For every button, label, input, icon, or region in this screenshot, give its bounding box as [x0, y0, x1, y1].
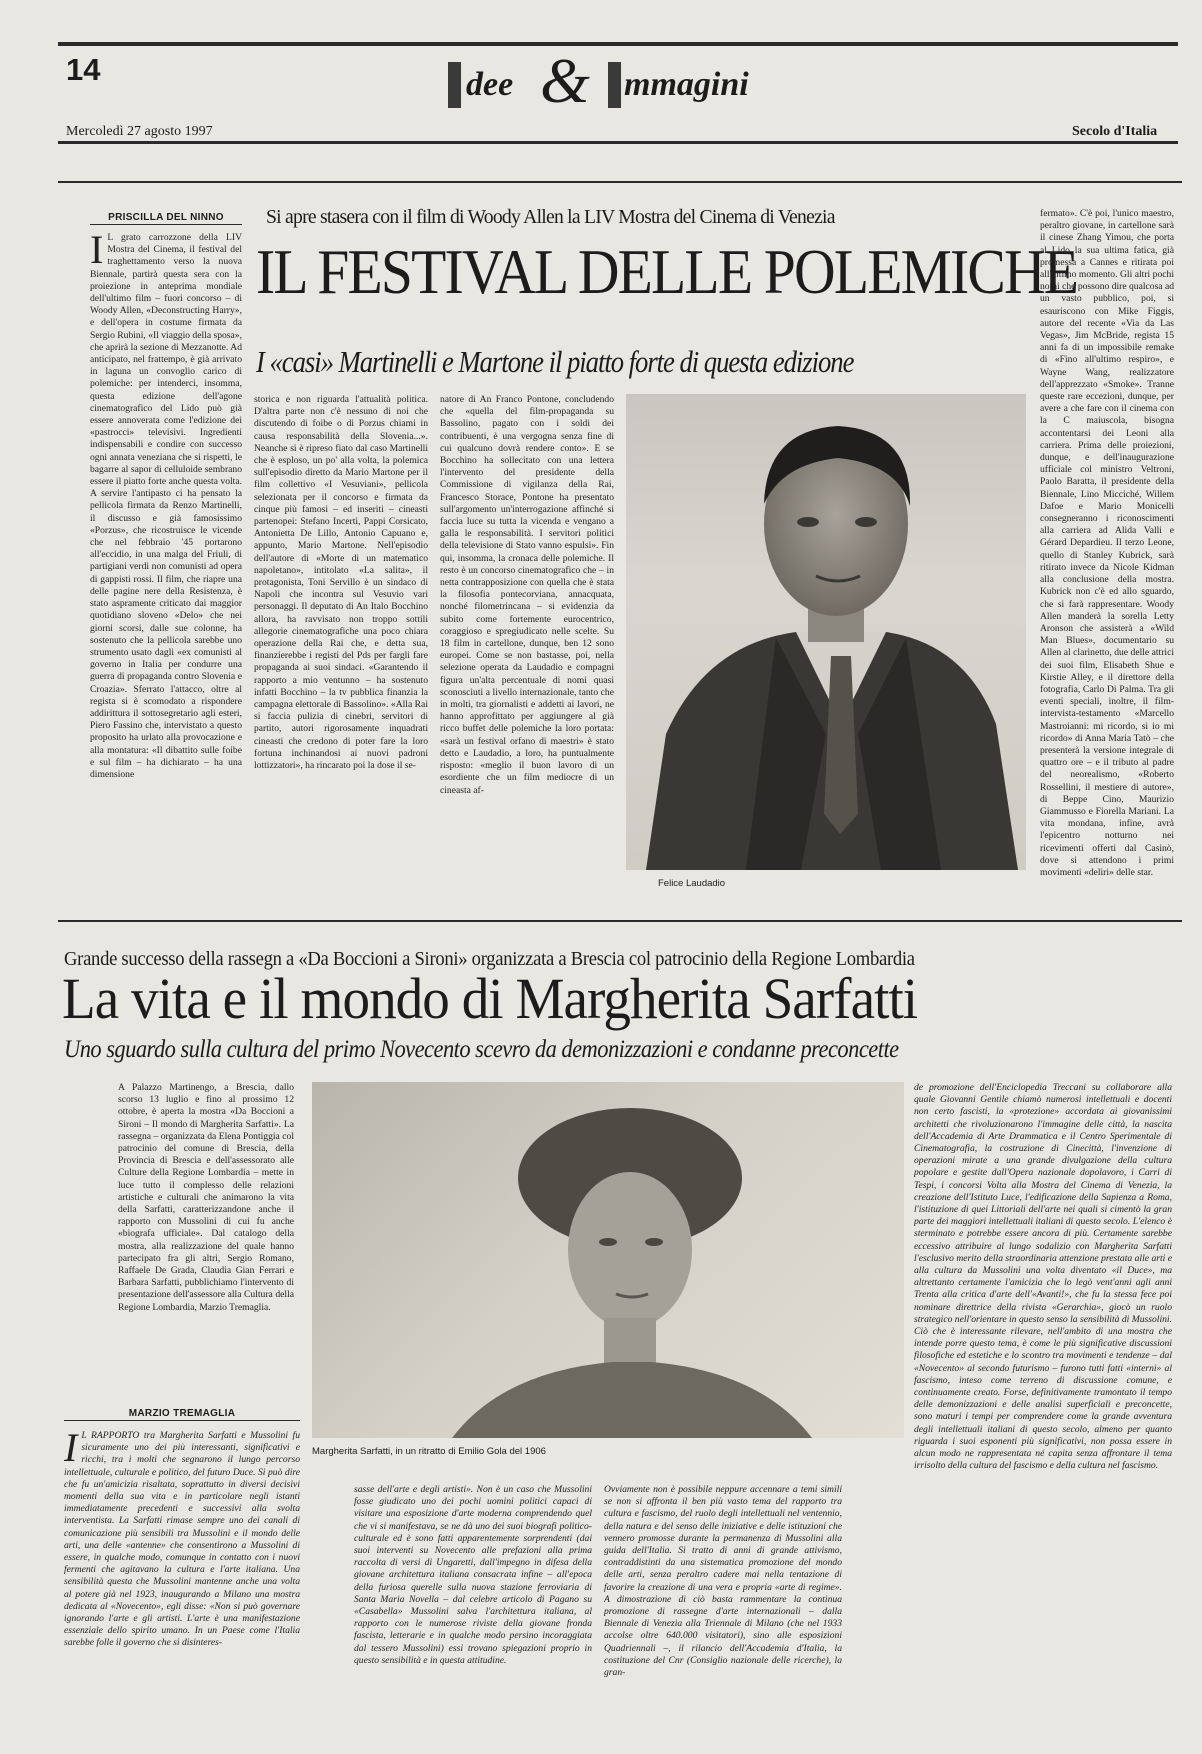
title-bar-right	[608, 62, 621, 108]
portrait-woman-illustration	[312, 1082, 904, 1438]
article1-byline: PRISCILLA DEL NINNO	[108, 212, 224, 223]
article1-headline: IL FESTIVAL DELLE POLEMICHE	[256, 236, 1078, 307]
article2-column-d	[914, 1082, 1172, 1750]
article1-col2-text: storica e non riguarda l'attualità politica. D'altra parte non c'è nessuno di noi che discutendo di foibe o di Porzus chiami in causa responsabilità della Slovenia...». Neanche si è ripreso fiato dal caso Martinelli che è esploso, un po' alla volta, la polemica sull'episodio diretto da Mario Martone per il film collettivo «I Vesuviani», pellicola selezionata per il concorso e firmata da cinque più famosi – ed inseriti – cineasti partenopei: Stefano Incerti, Pappi Corsicato, Antonietta De Lillo, Antonio Capuano e, appunto, Mario Martone. Nell'episodio dell'autore di «Morte di un matematico napoletano», intitolato «La salita», il protagonista, Toni Servillo è un sindaco di Napoli che incontra sul Vesuvio vari personaggi. Il deputato di An Italo Bocchino allora, ha ravvisato non troppo sottili allegorie cinematografiche una poco chiara operazione della Rai che, e detta sua, finanzierebbe i registi del Pds per fargli fare propaganda ai suoi sindaci. «Garantendo il rapporto a mio ventunno – ha sostenuto infatti Bocchino – la tv pubblica finanzia la campagna elettorale di Bassolino». «Alla Rai si faccia pulizia di cinebri, servitori di partito, autori rigorosamente inquadrati cineasti che credono di poter fare la loro fortuna inchinandosi ai nuovi padroni lottizzatori», ha rincarato poi la dose il se-	[254, 394, 428, 772]
article2-cold-text: de promozione dell'Enciclopedia Treccani su collaborare alla quale Giovanni Gentile chiamò numerosi intellettuali e docenti non certo fascisti, la «protezione» accordata ai giovanissimi architetti che rivoluzionarono l'immagine delle città, la nascita dell'Accademia di Arte Drammatica e il Centro Sperimentale di Cinematografia, la costruzione di Cinecittà, l'invenzione di operazioni mirate a una grande divulgazione della cultura popolare e gestite dall'Opera nazionale dopolavoro, i Carri di Tespi, i concorsi Volta alla Mostra del Cinema di Venezia, la creazione dell'Istituto Luce, l'edificazione della Sapienza a Roma, l'istituzione di quei Littoriali dell'arte nei quali si cimentò la gran parte dei maggiori intellettuali italiani di questo secolo. L'elenco è sterminato e potrebbe essere ancora di più. Certamente sarebbe eccessivo attribuire al lungo sodalizio con Margherita Sarfatti l'esclusivo merito della straordinaria attenzione prestata alle arti e alla cultura da Mussolini una volta diventato «il Duce», ma altrettanto certamente l'amicizia che lo legò vent'anni agli anni Trenta alla critica d'arte dell'«Avanti!», che fu la stessa fece poi nominare direttrice della rivista «Gerarchia», giocò un ruolo strategico nell'orientare in questo senso la sensibilità di Mussolini. Ciò che è interessante rilevare, nell'ambito di una mostra che intende porre questo tema, è come le più significative discussioni filosofiche ed estetiche e lo scontro tra movimenti e tendenze – dal «Novecento» al secondo futurismo – furono tutti fatti «interni» al fascismo, inteso come terreno di discussione comune, e continuamente creato. Forse, definitivamente tramontato il tempo delle demonizzazioni e delle analisi superficiali e preconcette, sono maturi i tempi per comprendere come la grande avventura degli intellettuali italiani di questo secolo, almeno per quanto riguarda i suoi esponenti più significativi, non possa essere in alcun modo ne rappresentata né capita senza affrontare il tema irrisolto della cultura del fascismo e della cultura nel fascismo.	[914, 1082, 1172, 1472]
article1-dropcap: I	[90, 232, 104, 272]
issue-date: Mercoledì 27 agosto 1997	[66, 124, 213, 139]
masthead: Secolo d'Italia	[1072, 124, 1158, 139]
article2-kicker: Grande successo della rassegn a «Da Boccioni a Sironi» organizzata a Brescia col patrocinio della Regione Lombardia	[64, 948, 915, 970]
section-title-ampersand: &	[540, 45, 590, 116]
section-title-part2: mmagini	[624, 66, 749, 103]
article2-byline: MARZIO TREMAGLIA	[128, 1408, 236, 1419]
article2-colc-text: Ovviamente non è possibile neppure accennare a temi simili se non si affronta il ben più vasto tema del rapporto tra cultura e fascismo, del ruolo degli intellettuali nel ventennio, della natura e del senso delle iniziative e delle istituzioni che vennero promosse durante la permanenza di Mussolini alla guida dell'Italia. Si tratto di anni di grande attivismo, contraddistinti da una sistematica promozione del mondo delle arti, senza peraltro cadere mai nella tentazione di favorire la creazione di una vera e propria «arte di regime». A dimostrazione di ciò basta rammentare la continua promozione di rassegne d'arte internazionali – dalla Biennale di Venezia alla Triennale di Milano (che nel 1933 accolse oltre 640.000 visitatori), sino alle esposizioni Quadriennali –, il rilancio dell'Accademia d'Italia, la costituzione del Cnr (Consiglio nazionale delle ricerche), la gran-	[604, 1484, 842, 1679]
article1-photo-caption: Felice Laudadio	[658, 878, 726, 889]
top-rule	[58, 42, 1178, 46]
article1-top-rule	[58, 181, 1182, 183]
header-rule	[58, 141, 1178, 144]
article1-column-4	[1040, 208, 1174, 914]
article1-kicker: Si apre stasera con il film di Woody Allen la LIV Mostra del Cinema di Venezia	[266, 206, 835, 228]
article2-column-b	[354, 1484, 592, 1750]
section-title-part1: dee	[466, 66, 514, 103]
portrait-man-illustration	[626, 394, 1026, 870]
article1-subheadline: I «casi» Martinelli e Martone il piatto forte di questa edizione	[256, 344, 854, 379]
article2-dropcap: I	[64, 1430, 78, 1470]
page-number: 14	[66, 52, 101, 87]
article1-col4-text: fermato». C'è poi, l'unico maestro, peraltro giovane, in cartellone sarà il cinese Zhang Yimou, che porta al Lido la sua ultima fatica, già promessa a Cannes e ritirata poi all'ultimo momento. Gli altri pochi nomi che possono dire qualcosa ad un vasto pubblico, poi, si esauriscono con Mike Figgis, autore del recente «Via da Las Vegas», Jim McBride, regista 15 anni fa di un impossibile remake di «Fino all'ultimo respiro», e Wayne Wang, realizzatore dell'apprezzato «Smoke». Tranne queste rare eccezioni, dunque, per avere a che fare con il cinema con la C maiuscola, bisogna accontentarsi dei Leoni alla carriera. Prima delle proiezioni, dunque, e dell'inaugurazione ufficiale col ministro Veltroni, Paolo Baratta, il presidente della Biennale, Lino Micciché, Willem Dafoe e Mario Monicelli consegneranno i riconoscimenti alla carriera ad Alida Valli e Gérard Depardieu. Il terzo Leone, quello di Stanley Kubrick, sarà ritirato invece da Nicole Kidman alla conclusione della mostra. Kubrick non c'è ed allo sguardo, che si farà rappresentare. Woody Allen manderà la sorella Letty Aronson che assisterà a «Wild Man Blues», documentario su Allen al clarinetto, due delle attrici dei suoi film, Elisabeth Shue e Kirstie Alley, e il direttore della fotografia, Carlo Di Palma. Tra gli eventi speciali, inoltre, il film-intervista-testamento «Marcello Mastroianni: mi ricordo, sì io mi ricordo» di Anna Maria Tatò – che presenterà la versione integrale di quattro ore – e il tributo al padre del neorealismo, «Roberto Rossellini, il mestiere di autore», di Beppe Cino, Maurizio Giammusso e Fiorella Mariani. La vita mondana, infine, avrà l'epicentro notturno nei ricevimenti offerti dal Casinò, dove si attendono i primi movimenti «deliri» delle star.	[1040, 208, 1174, 878]
article1-photo	[626, 394, 1026, 870]
article2-cola-text: L RAPPORTO tra Margherita Sarfatti e Mussolini fu sicuramente uno dei più interessanti, significativi e ricchi, tra i molti che segnarono il lungo percorso intellettuale, culturale e politico, del futuro Duce. Si può dire che fu un'amicizia risaltata, soprattutto in diversi decisivi momenti della sua vita e in particolare negli istanti immediatamente precedenti e successivi alla svolta interventista. La Sarfatti rimase sempre uno dei canali di comunicazione più sensibili tra Mussolini e il mondo delle arti, una delle «antenne» che consentirono a Mussolini di essere, in qualche modo, comunque in contatto con i nuovi fermenti che agitavano la cultura e l'arte italiana. Una sensibilità questa che Mussolini mantenne anche una volta al potere già nel 1923, inaugurando a Milano una mostra dedicata al «Novecento», egli disse: «Non si può governare ignorando l'arte e gli artisti. L'arte è una manifestazione essenziale dello spirito umano. In un Paese come l'Italia sarebbe folle il governo che si disinteres-	[64, 1430, 300, 1649]
article2-column-a	[64, 1430, 300, 1750]
article1-col3-text: natore di An Franco Pontone, concludendo che «quella del film-propaganda su Bassolino, pagato con i soldi dei contribuenti, è una vergogna senza fine di cui qualcuno dovrà rendere conto». E se Bocchino ha sollecitato con una lettera l'intervento del presidente della Commissione di vigilanza della Rai, Francesco Storace, Pontone ha presentato sull'argomento un'interrogazione affinché si faccia luce su tutta la vicenda e vengano a galla le responsabilità. I servitori politici della televisione di Stato vanno espulsi». Fin qui, insomma, la cronaca delle polemiche. Il resto è un concorso cinematografico che – in netta contrapposizione con quella che è stata la filosofia pontecorviana, annacquata, nonché filometrincana – si evidenzia da subito come fortemente eurocentrico, coraggioso e spregiudicato nelle scelte. Su 18 film in cartellone, dunque, ben 12 sono europei. Come se non bastasse, poi, nella selezione operata da Laudadio e compagni figura un'alta percentuale di nomi quasi sconosciuti a livello internazionale, tanto che in molti, tra giornalisti e addetti ai lavori, ne hanno approfittato per aggiungere al già ricco buffet delle polemiche la loro portata: «sarà un festival orfano di maestri» è stato detto e Laudadio, a loro, ha puntualmente risposto: «meglio il buon lavoro di un esordiente che un film mediocre di un cineasta af-	[440, 394, 614, 796]
byline-rule	[90, 224, 242, 225]
article2-colb-text: sasse dell'arte e degli artisti». Non è un caso che Mussolini fosse giudicato uno dei pochi uomini politici capaci di visitare una esposizione d'arte moderna comprendendo quel che vi si manifestava, se ne dà uno dei suoi biografi politico-culturale ed è sono fatti apparentemente sorprendenti (dai suoi interventi su Novecento alle prefazioni alla prima raccolta di versi di Ungaretti, dall'impegno in difesa della giovane architettura italiana consacrata infine – all'epoca della furiosa querelle sulla nuova stazione ferroviaria di Santa Maria Novella – dal celebre articolo di Pagano su «Casabella» Mussolini salva l'architettura italiana, al rapporto con le numerose riviste della giovane fronda fascista, letterarie e in qualche modo persino incoraggiata dal tessero Mussolini) essi trovano spiegazioni proprio in questo sensibilità e in questa attitudine.	[354, 1484, 592, 1666]
article1-column-1	[90, 232, 242, 884]
article2-photo-caption: Margherita Sarfatti, in un ritratto di Emilio Gola del 1906	[312, 1446, 546, 1457]
article1-column-3	[440, 394, 614, 884]
article-separator	[58, 920, 1182, 922]
article1-col1-text: L grato carrozzone della LIV Mostra del Cinema, il festival del traghettamento verso la nuova Biennale, partirà questa sera con la proiezione in anteprima mondiale dell'ultimo film – fuori concorso – di Woody Allen, «Deconstructing Harry», e dell'opera in costume firmata da Sergio Rubini, «Il viaggio della sposa», che aprirà la sezione di Mezzanotte. Ad anticipato, nel frattempo, è già arrivato in laguna un convoglio carico di polemiche: per intenderci, insomma, questa edizione dell'agone cinematografico del Lido può già essere annoverata come l'edizione dei «pastrocci» televisivi. Ingredienti indispensabili e condire con successo ogni annata veneziana che si rispetti, le bagarre al sapor di celluloide sembrano essere il piatto forte anche questa volta. A servire l'antipasto ci ha pensato la pellicola firmata da Renzo Martinelli, il discusso e già famosissimo «Porzus», che ricostruisce le vicende che nel febbraio '45 portarono all'eccidio, in una malga del Friuli, di partigiani verdi non comunisti ad opera di gappisti rossi. Il film, che riapre una delle pagine nere della Resistenza, è stato aspramente criticato dai maggior quotidiano sloveno «Delo» che nei giorni scorsi, dalle sue colonne, ha sostenuto che la pellicola sarebbe uno strumento usato dagli «ex comunisti al governo in Italia per condurre una guerra di propaganda contro Slovenia e Croazia». Sferrato l'attacco, oltre al regista si è scomodato a rispondere addirittura il sottosegretario agli esteri, Piero Fassino che, intervistato a questo proposito ha urlato alla provocazione e alla montatura: «Il dibattito sulle foibe e sul film – ha dichiarato – ha una dimensione	[90, 232, 242, 780]
title-bar-left	[448, 62, 461, 108]
article1-column-2	[254, 394, 428, 884]
article2-column-c	[604, 1484, 842, 1750]
article2-photo	[312, 1082, 904, 1438]
article2-intro-text: A Palazzo Martinengo, a Brescia, dallo scorso 13 luglio e fino al prossimo 12 ottobre, è aperta la mostra «Da Boccioni a Sironi – Il mondo di Margherita Sarfatti». La rassegna – organizzata da Elena Pontiggia col patrocinio del comune di Brescia, della Provincia di Brescia e dell'assessorato alle Culture della Regione Lombardia – mette in luce tutto il complesso delle relazioni artistiche e culturali che animarono la vita della Sarfatti, caratterizzandone anche il rapporto con Mussolini di cui fu anche «biografa ufficiale». Dal catalogo della mostra, alla realizzazione del quale hanno partecipato fra gli altri, Sergio Romano, Raffaele De Grada, Claudia Gian Ferrari e Barbara Sarfatti, pubblichiamo l'intervento di presentazione dell'assessore alla Cultura della Regione Lombardia, Marzio Tremaglia.	[118, 1082, 294, 1313]
byline2-rule	[64, 1420, 300, 1421]
article2-headline: La vita e il mondo di Margherita Sarfatti	[62, 966, 918, 1031]
article2-subheadline: Uno sguardo sulla cultura del primo Novecento scevro da demonizzazioni e condanne preconcette	[64, 1036, 899, 1063]
article2-intro	[118, 1082, 294, 1378]
section-title	[448, 45, 808, 122]
